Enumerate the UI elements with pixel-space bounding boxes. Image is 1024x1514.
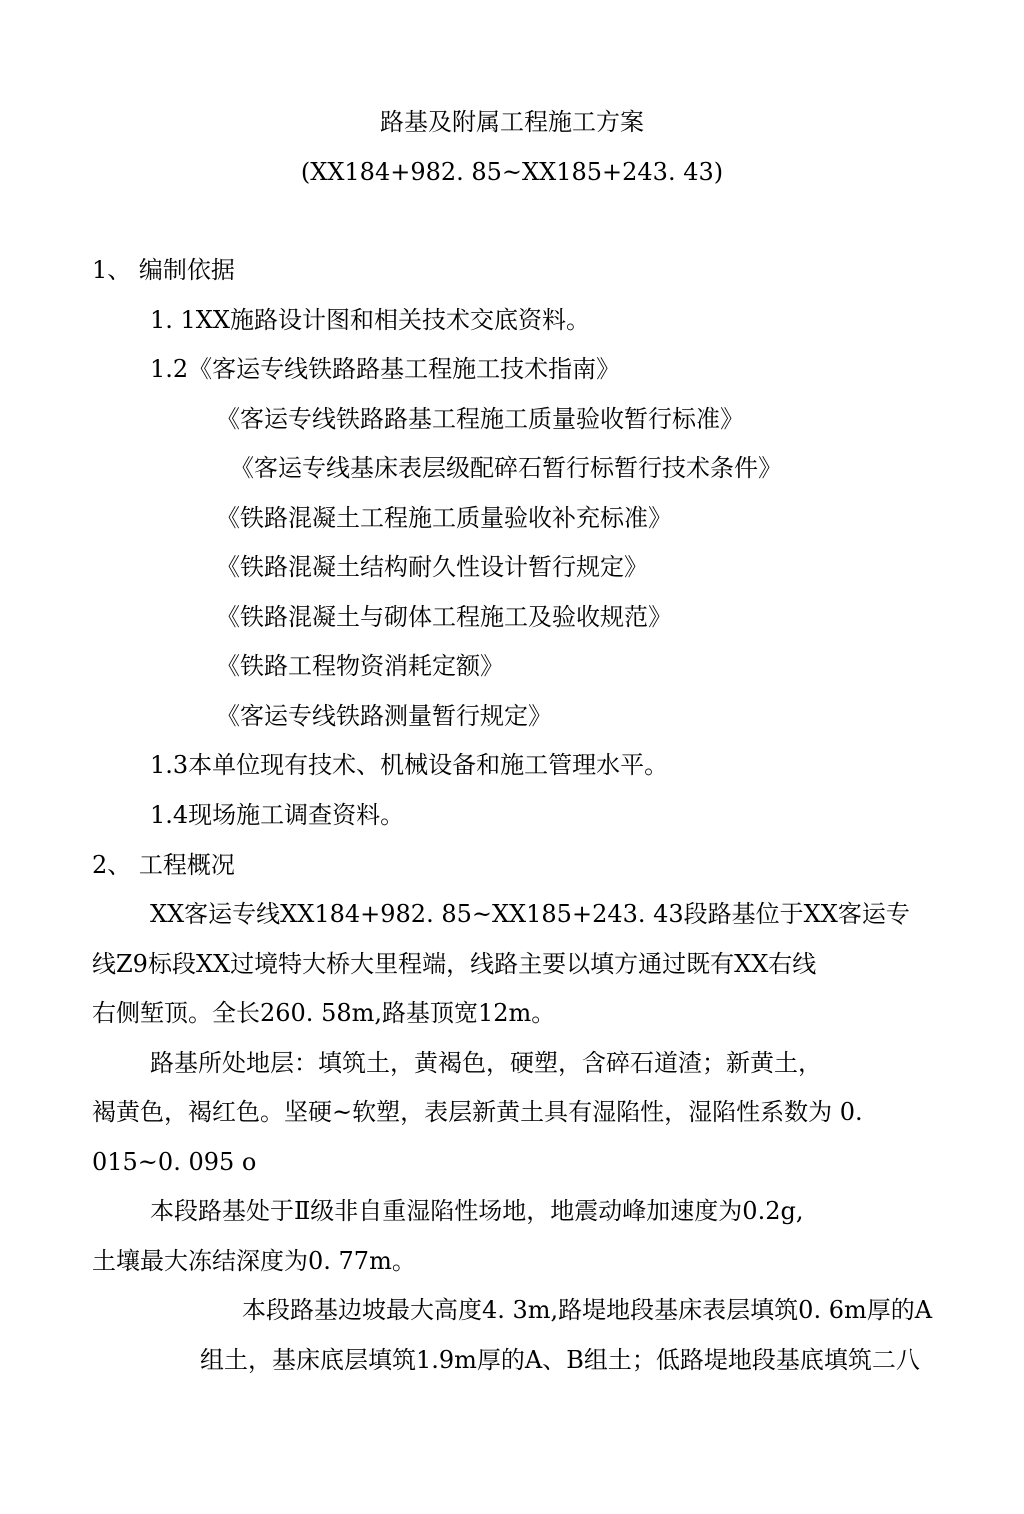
item-1-3: 1.3本单位现有技术、机械设备和施工管理水平。 (150, 751, 669, 779)
reference-item: 《客运专线铁路路基工程施工质量验收暂行标准》 (216, 405, 744, 433)
reference-item: 《客运专线铁路测量暂行规定》 (216, 702, 552, 730)
paragraph-line: 组土，基床底层填筑1.9m厚的A、B组土；低路堤地段基底填筑二八 (200, 1346, 920, 1374)
item-1-4: 1.4现场施工调查资料。 (150, 801, 405, 829)
paragraph-line: 线Z9标段XX过境特大桥大里程端，线路主要以填方通过既有XX右线 (92, 950, 817, 978)
paragraph-line: 本段路基边坡最大高度4. 3m,路堤地段基床表层填筑0. 6m厚的A (242, 1296, 933, 1324)
reference-item: 《铁路混凝土工程施工质量验收补充标准》 (216, 504, 672, 532)
paragraph-line: 右侧堑顶。全长260. 58m,路基顶宽12m。 (92, 999, 556, 1027)
item-1-1: 1. 1XX施路设计图和相关技术交底资料。 (150, 306, 590, 334)
paragraph-line: 土壤最大冻结深度为0. 77m。 (92, 1247, 416, 1275)
reference-item: 《铁路混凝土与砌体工程施工及验收规范》 (216, 603, 672, 631)
paragraph-line: 015~0. 095 o (92, 1148, 257, 1176)
document-title: 路基及附属工程施工方案 (380, 108, 644, 136)
reference-item: 《铁路工程物资消耗定额》 (216, 652, 504, 680)
reference-item: 《铁路混凝土结构耐久性设计暂行规定》 (216, 553, 648, 581)
section-2-heading: 2、 工程概况 (92, 851, 235, 879)
paragraph-line: 褐黄色，褐红色。坚硬~软塑，表层新黄土具有湿陷性，湿陷性系数为 0. (92, 1098, 863, 1126)
paragraph-line: XX客运专线XX184+982. 85~XX185+243. 43段路基位于XX客运专 (150, 900, 910, 928)
reference-item: 《客运专线基床表层级配碎石暂行标暂行技术条件》 (230, 454, 782, 482)
paragraph-line: 本段路基处于Ⅱ级非自重湿陷性场地，地震动峰加速度为0.2g, (150, 1197, 804, 1225)
paragraph-line: 路基所处地层：填筑土，黄褐色，硬塑，含碎石道渣；新黄土， (150, 1049, 822, 1077)
section-1-heading: 1、 编制依据 (92, 256, 235, 284)
item-1-2: 1.2《客运专线铁路路基工程施工技术指南》 (150, 355, 621, 383)
document-subtitle: (XX184+982. 85~XX185+243. 43) (300, 158, 724, 186)
